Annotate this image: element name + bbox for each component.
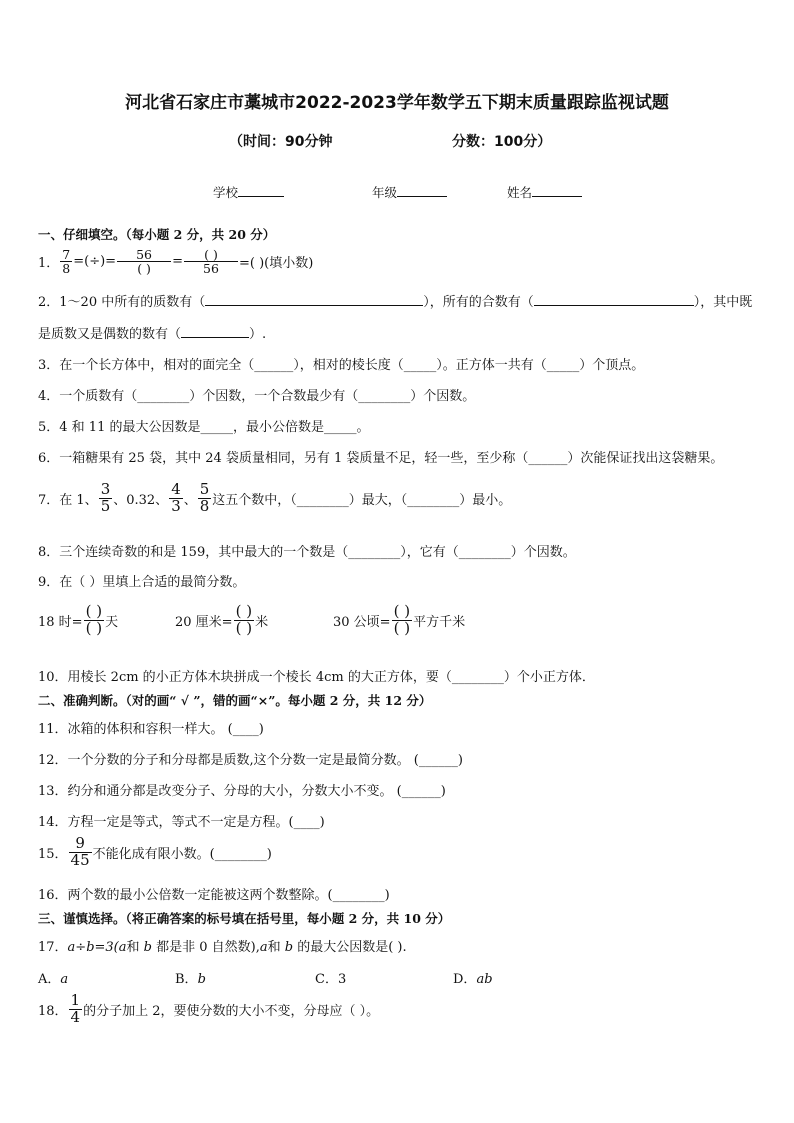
question-18: 18． $\frac{1}{4}$ 的分子加上 2，要使分数的大小不变，分母应（ ）。	[38, 991, 380, 1026]
q18-fraction: $\frac{1}{4}$	[70, 991, 81, 1026]
q1-fraction-1: $\frac{7}{8}$	[62, 247, 71, 277]
question-3: 3．在一个长方体中，相对的面完全（______），相对的棱长度（_____）。正方体一共有（_____）个顶点。	[38, 358, 645, 373]
q17-option-a[interactable]: A．a	[38, 972, 69, 987]
name-field	[507, 183, 582, 201]
q15-fraction: $\frac{9}{45}$	[70, 834, 90, 869]
question-12: 12．一个分数的分子和分母都是质数,这个分数一定是最简分数。 (______)	[38, 753, 463, 768]
q7-fraction-1: $\frac{3}{5}$	[100, 480, 111, 515]
question-9: 9．在（ ）里填上合适的最简分数。	[38, 575, 246, 590]
school-blank[interactable]	[238, 184, 284, 197]
school-field	[213, 183, 284, 201]
question-10: 10．用棱长 2cm 的小正方体木块拼成一个棱长 4cm 的大正方体，要（________）个小正方体．	[38, 670, 595, 685]
q1-fraction-2: $\frac{56}{( )}$	[117, 248, 171, 275]
question-2: 2．1～20 中所有的质数有（ ），所有的合数有（ ），其中既	[38, 295, 753, 310]
name-blank[interactable]	[532, 184, 582, 197]
question-11: 11．冰箱的体积和容积一样大。 (____)	[38, 722, 264, 737]
q17-option-d[interactable]: D．ab	[453, 972, 493, 987]
question-14: 14．方程一定是等式，等式不一定是方程。(____)	[38, 815, 325, 830]
question-13: 13．约分和通分都是改变分子、分母的大小，分数大小不变。 (______)	[38, 784, 446, 799]
question-16: 16．两个数的最小公倍数一定能被这两个数整除。(________)	[38, 888, 390, 903]
grade-field	[372, 183, 447, 201]
q9-fraction-1[interactable]: $\frac{( )}{( )}$	[85, 602, 103, 637]
question-1	[38, 248, 313, 275]
section-2-heading: 二、准确判断。（对的画“ √ ”，错的画“×”。每小题 2 分，共 12 分）	[38, 693, 432, 708]
question-7: 7．在 1、 $\frac{3}{5}$ 、0.32、 $\frac{4}{3}$ 、 $\frac{5}{8}$ 这五个数中，（________）最大，（________）最小。	[38, 480, 512, 515]
question-15: 15． $\frac{9}{45}$ 不能化成有限小数。(________)	[38, 834, 272, 869]
q9-item-2: 20 厘米= $\frac{( )}{( )}$ 米	[175, 602, 269, 637]
q1-equals: =	[172, 254, 183, 270]
name-label: 姓名	[507, 185, 533, 200]
q1-number: 1．	[38, 256, 60, 272]
q9-fraction-2[interactable]: $\frac{( )}{( )}$	[235, 602, 253, 637]
time-label: （时间：90分钟	[229, 134, 333, 150]
q2-blank-2[interactable]	[534, 293, 694, 306]
score-label: 分数：100分）	[452, 134, 552, 150]
grade-blank[interactable]	[397, 184, 447, 197]
q17-option-c[interactable]: C．3	[315, 972, 347, 987]
school-label: 学校	[213, 185, 239, 200]
question-6: 6．一箱糖果有 25 袋，其中 24 袋质量相同，另有 1 袋质量不足，轻一些，至少称（______）次能保证找出这袋糖果。	[38, 451, 724, 466]
page-title: 河北省石家庄市藁城市2022-2023学年数学五下期末质量跟踪监视试题	[125, 93, 669, 113]
grade-label: 年级	[372, 185, 398, 200]
q2-blank-3[interactable]	[181, 325, 249, 338]
question-8: 8．三个连续奇数的和是 159，其中最大的一个数是（________），它有（________）个因数。	[38, 545, 576, 560]
question-4: 4．一个质数有（________）个因数，一个合数最少有（________）个因数。	[38, 389, 476, 404]
question-5: 5．4 和 11 的最大公因数是_____，最小公倍数是_____。	[38, 420, 370, 435]
q1-fraction-3: $\frac{( )}{56}$	[184, 248, 238, 275]
q9-item-1: 18 时= $\frac{( )}{( )}$ 天	[38, 602, 119, 637]
question-17: 17．a÷b=3(a和 b 都是非 0 自然数),a和 b 的最大公因数是( ).	[38, 940, 407, 955]
q2-blank-1[interactable]	[205, 293, 423, 306]
q9-item-3: 30 公顷= $\frac{( )}{( )}$ 平方千米	[333, 602, 466, 637]
section-1-heading: 一、仔细填空。（每小题 2 分，共 20 分）	[38, 227, 276, 242]
question-2-cont: 是质数又是偶数的数有（ ）.	[38, 327, 267, 342]
q17-option-b[interactable]: B．b	[175, 972, 206, 987]
q7-fraction-2: $\frac{4}{3}$	[171, 480, 181, 515]
q1-text-1: =(÷)=	[73, 254, 117, 270]
q9-fraction-3[interactable]: $\frac{( )}{( )}$	[393, 602, 411, 637]
section-3-heading: 三、谨慎选择。（将正确答案的标号填在括号里，每小题 2 分，共 10 分）	[38, 911, 451, 926]
q1-text-2: =( )(填小数)	[238, 256, 314, 272]
q7-fraction-3: $\frac{5}{8}$	[199, 480, 210, 515]
